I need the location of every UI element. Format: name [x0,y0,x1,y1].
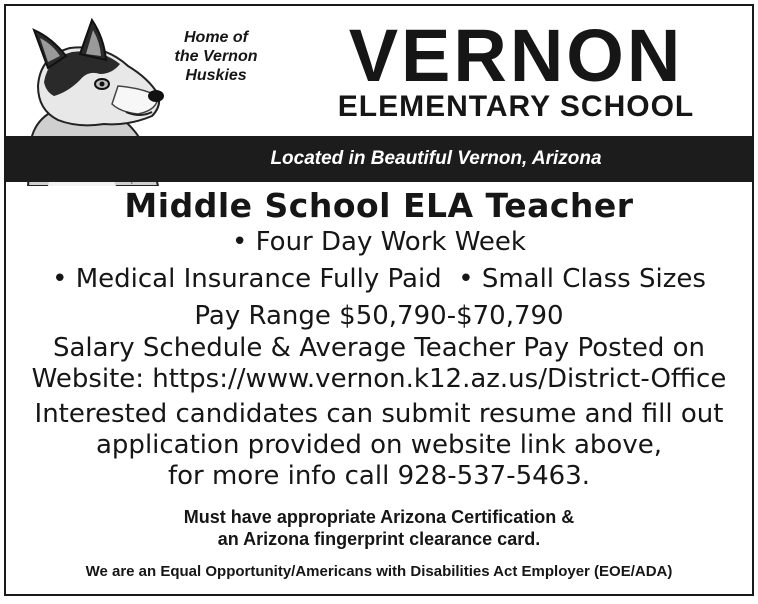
benefit-line-1: • Four Day Work Week [232,227,526,257]
eoe-statement: We are an Equal Opportunity/Americans with Disabilities Act Employer (EOE/ADA) [85,563,673,580]
benefit-line-2: • Medical Insurance Fully Paid • Small Class Sizes [52,264,706,294]
home-of-huskies-text [154,28,278,85]
pay-range: Pay Range $50,790-$70,790 [194,301,564,331]
salary-line-2: Website: https://www.vernon.k12.az.us/District-Office [31,364,727,394]
job-title: Middle School ELA Teacher [124,186,634,225]
requirement-line-1: Must have appropriate Arizona Certification & [183,507,575,527]
school-name: VERNON [348,14,684,97]
apply-line-2: application provided on website link above, [96,430,662,460]
home-line-3: Huskies [185,67,247,84]
home-line-2: the Vernon [174,48,258,65]
job-advertisement [4,4,754,596]
school-type: ELEMENTARY SCHOOL [337,90,695,123]
location-banner [6,136,752,182]
ad-body [6,186,752,581]
requirement-line-2: an Arizona fingerprint clearance card. [217,529,541,549]
salary-line-1: Salary Schedule & Average Teacher Pay Posted on [52,333,705,363]
apply-line-1: Interested candidates can submit resume and fill out [34,399,724,429]
location-text: Located in Beautiful Vernon, Arizona [270,148,602,169]
apply-line-3: for more info call 928-537-5463. [167,461,591,491]
home-line-1: Home of [184,29,248,46]
